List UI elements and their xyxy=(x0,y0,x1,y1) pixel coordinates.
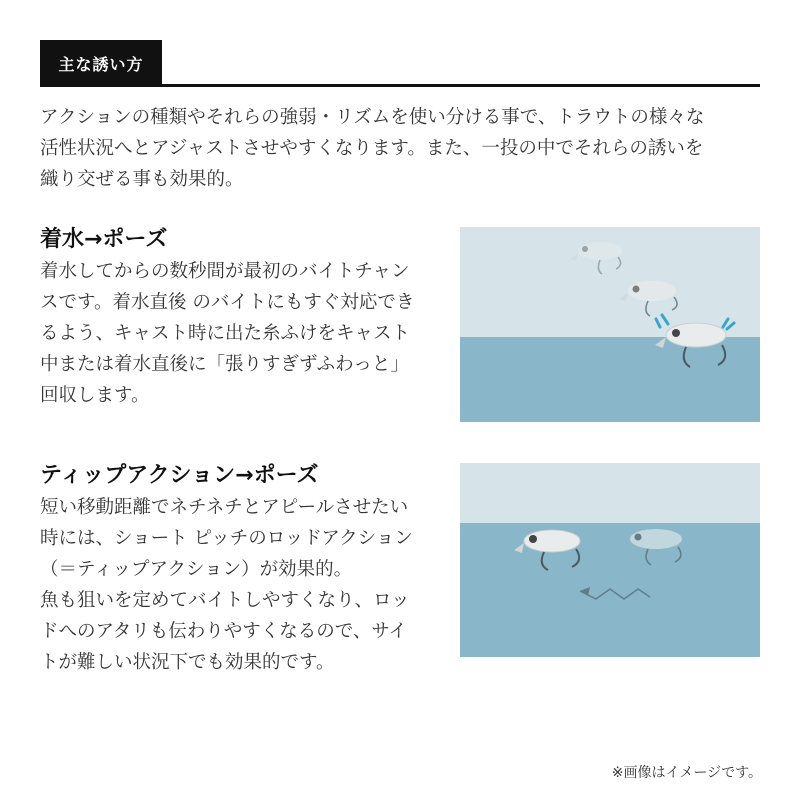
section-body-landing-pause xyxy=(40,256,450,411)
water-area xyxy=(460,523,760,657)
body-line: トが難しい状況下でも効果的です。 xyxy=(40,652,335,673)
intro-paragraph xyxy=(40,102,762,195)
body-line: 中または着水直後に「張りすぎずふわっと」 xyxy=(40,354,409,375)
tip-action-illustration xyxy=(460,463,760,657)
header-divider xyxy=(40,84,760,87)
landing-pause-illustration xyxy=(460,227,760,422)
intro-line: アクションの種類やそれらの強弱・リズムを使い分ける事で、トラウトの様々な xyxy=(40,107,705,128)
section-header-title: 主な誘い方 xyxy=(58,54,144,74)
water-area xyxy=(460,337,760,422)
body-line: 短い移動距離でネチネチとアピールさせたい xyxy=(40,497,409,518)
section-title-landing-pause: 着水→ポーズ xyxy=(40,227,168,252)
body-line: 着水してからの数秒間が最初のバイトチャン xyxy=(40,261,410,282)
section-title-tip-action-pause: ティップアクション→ポーズ xyxy=(40,463,319,488)
body-line: ドへのアタリも伝わりやすくなるので、サイ xyxy=(40,621,408,642)
body-line: スです。着水直後 のバイトにもすぐ対応でき xyxy=(40,292,415,313)
section-body-tip-action-pause xyxy=(40,492,450,678)
intro-line: 織り交ぜる事も効果的。 xyxy=(40,169,244,190)
intro-line: 活性状況へとアジャストさせやすくなります。また、一投の中でそれらの誘いを xyxy=(40,138,704,159)
image-caption: ※画像はイメージです。 xyxy=(611,765,762,781)
body-line: 魚も狙いを定めてバイトしやすくなり、ロッ xyxy=(40,590,410,611)
body-line: 時には、ショート ピッチのロッドアクション xyxy=(40,528,413,549)
body-line: 回収します。 xyxy=(40,385,150,406)
body-line: （＝ティップアクション）が効果的。 xyxy=(40,559,353,580)
sky-area xyxy=(460,463,760,523)
landing-pause-scene xyxy=(460,227,760,422)
tip-action-scene xyxy=(460,463,760,657)
section-header-tab xyxy=(40,40,162,86)
body-line: るよう、キャスト時に出た糸ふけをキャスト xyxy=(40,323,411,344)
